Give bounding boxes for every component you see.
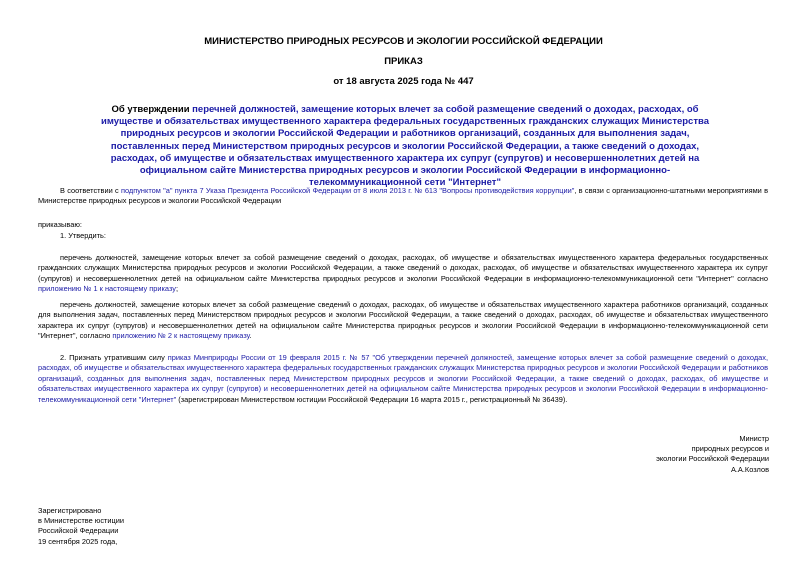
- list-item-1: [38, 253, 768, 295]
- signature-block: [656, 434, 769, 475]
- list-item-2: [38, 300, 768, 342]
- appendix-1-link[interactable]: приложению № 1 к настоящему приказу: [38, 284, 176, 294]
- item-2-text-end: (зарегистрирован Министерством юстиции Российской Федерации 16 марта 2015 г., регистрационный № 36439).: [176, 394, 568, 404]
- signature-line-3: экологии Российской Федерации: [656, 454, 769, 464]
- list-item-1-text: перечень должностей, замещение которых влечет за собой размещение сведений о доходах, расходах, об имуществе и обязательствах имущественного характера федеральных государственных гражданских служащих Министерства природных ресурсов и экологии Российской Федерации, а также сведений о доходах, расходах, об имуществе и обязательствах имущественного характера их супруг (супругов) и несовершеннолетних детей на официальном сайте Министерства природных ресурсов и экологии Российской Федерации в информационно-телекоммуникационной сети "Интернет" согласно: [38, 253, 768, 283]
- ministry-heading: МИНИСТЕРСТВО ПРИРОДНЫХ РЕСУРСОВ И ЭКОЛОГИИ РОССИЙСКОЙ ФЕДЕРАЦИИ: [204, 36, 603, 47]
- title-prefix: Об утверждении: [111, 104, 193, 115]
- item-2-text-start: 2. Признать утратившим силу: [60, 353, 168, 362]
- list-item-1-end: ;: [175, 284, 179, 294]
- registration-line-2: в Министерстве юстиции: [38, 516, 125, 526]
- decree-link[interactable]: подпунктом "а" пункта 7 Указа Президента Российской Федерации от 8 июля 2013 г. № 613 "Вопросы противодействия коррупции": [120, 186, 575, 195]
- signatory-name: А.А.Козлов: [730, 464, 769, 474]
- repealed-order-link[interactable]: приказ Минприроды России от 19 февраля 2015 г. № 57 "Об утверждении перечней должностей, замещение которых влечет за собой размещение сведений о доходах, расходах, об имуществе и обязательствах имущественного характера федеральных государственных гражданских служащих Министерства природных ресурсов и экологии Российской Федерации и работников организаций, созданных для выполнения задач, поставленных перед Министерством природных ресурсов и экологии Российской Федерации, а также сведений о доходах, расходах, об имуществе и обязательствах имущественного характера их супруг (супругов) и несовершеннолетних детей на официальном сайте Министерства природных ресурсов и экологии Российской Федерации в информационно-телекоммуникационной сети "Интернет": [38, 353, 769, 404]
- registration-line-1: Зарегистрировано: [38, 506, 102, 515]
- preamble-text-start: В соответствии с: [60, 186, 121, 195]
- registration-line-4: 19 сентября 2025 года,: [38, 536, 118, 546]
- item-1-heading: 1. Утвердить:: [60, 231, 106, 240]
- signature-title: Министр: [739, 434, 769, 443]
- document-title: [90, 104, 720, 189]
- order-word: приказываю:: [38, 220, 82, 229]
- registration-block: [38, 506, 124, 547]
- list-item-2-text: перечень должностей, замещение которых влечет за собой размещение сведений о доходах, расходах, об имуществе и обязательствах имущественного характера работников организаций, созданных для выполнения задач, поставленных перед Министерством природных ресурсов и экологии Российской Федерации, а также сведений о доходах, расходах, об имуществе и обязательствах имущественного характера их супруг (супругов) и несовершеннолетних детей на официальном сайте Министерства природных ресурсов и экологии Российской Федерации в информационно-телекоммуникационной сети "Интернет", согласно: [38, 300, 768, 341]
- signature-line-2: природных ресурсов и: [691, 444, 769, 454]
- appendix-2-link[interactable]: приложению № 2 к настоящему приказу: [112, 331, 250, 341]
- item-2-paragraph: [38, 353, 768, 405]
- preamble-paragraph: [38, 186, 768, 207]
- preamble-text-end: , в связи с организационно-штатными мероприятиями в Министерстве природных ресурсов и экологии Российской Федерации: [38, 186, 768, 206]
- title-link[interactable]: перечней должностей, замещение которых влечет за собой размещение сведений о доходах, расходах, об имуществе и обязательствах имущественного характера федеральных государственных гражданских служащих Министерства природных ресурсов и экологии Российской Федерации и работников организаций, созданных для выполнения задач, поставленных перед Министерством природных ресурсов и экологии Российской Федерации, а также сведений о доходах, расходах, об имуществе и обязательствах имущественного характера их супруг (супругов) и несовершеннолетних детей на официальном сайте Министерства природных ресурсов и экологии Российской Федерации в информационно-телекоммуникационной сети "Интернет": [101, 104, 709, 189]
- registration-line-3: Российской Федерации: [38, 526, 119, 536]
- date-number-heading: от 18 августа 2025 года № 447: [333, 76, 474, 87]
- doc-type-heading: ПРИКАЗ: [384, 56, 423, 67]
- list-item-2-end: .: [249, 331, 252, 341]
